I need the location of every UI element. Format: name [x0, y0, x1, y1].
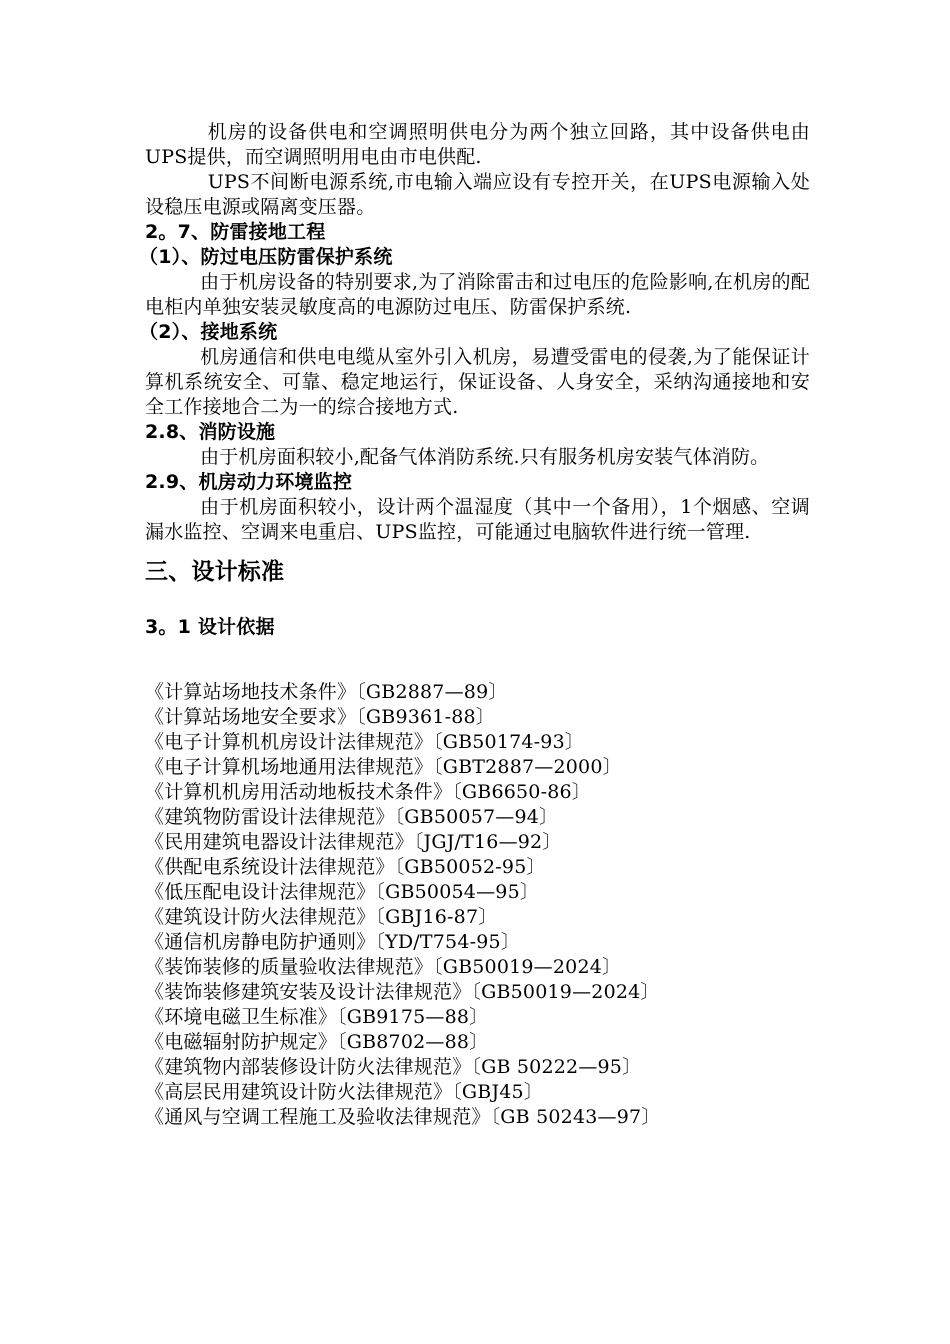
subsection-title-3-1: 3。1 设计依据	[145, 616, 275, 638]
paragraph-surge-protection: 由于机房设备的特别要求,为了消除雷击和过电压的危险影响,在机房的配电柜内单独安装灵敏度高的电源防过电压、防雷保护系统.	[145, 271, 810, 318]
list-item: 《通风与空调工程施工及验收法律规范》〔GB 50243—97〕	[145, 1106, 661, 1128]
list-item: 《电磁辐射防护规定》〔GB8702—88〕	[145, 1031, 489, 1053]
list-item: 《供配电系统设计法律规范》〔GB50052-95〕	[145, 856, 546, 878]
list-item: 《计算站场地技术条件》〔GB2887—89〕	[145, 681, 508, 703]
standards-list	[145, 680, 810, 1130]
list-item: 《计算站场地安全要求》〔GB9361-88〕	[145, 706, 495, 728]
list-item: 《低压配电设计法律规范》〔GB50054—95〕	[145, 881, 540, 903]
list-item: 《电子计算机场地通用法律规范》〔GBT2887—2000〕	[145, 756, 622, 778]
paragraph-fire-protection: 由于机房面积较小,配备气体消防系统.只有服务机房安装气体消防。	[200, 446, 770, 468]
heading-2-7-1: （1）、防过电压防雷保护系统	[139, 246, 393, 268]
section-title-3: 三、设计标准	[145, 559, 285, 585]
list-item: 《电子计算机机房设计法律规范》〔GB50174-93〕	[145, 731, 585, 753]
document-page	[139, 120, 810, 1130]
heading-2-7: 2。7、防雷接地工程	[145, 221, 326, 243]
list-item: 《民用建筑电器设计法律规范》〔JGJ/T16—92〕	[145, 831, 562, 853]
list-item: 《建筑物内部装修设计防火法律规范》〔GB 50222—95〕	[145, 1056, 642, 1078]
list-item: 《建筑设计防火法律规范》〔GBJ16-87〕	[145, 906, 498, 928]
heading-2-9: 2.9、机房动力环境监控	[145, 471, 353, 493]
list-item: 《计算机机房用活动地板技术条件》〔GB6650-86〕	[145, 781, 591, 803]
paragraph-environment-monitoring: 由于机房面积较小，设计两个温湿度（其中一个备用），1个烟感、空调漏水监控、空调来电重启、UPS监控，可能通过电脑软件进行统一管理.	[145, 496, 810, 543]
list-item: 《装饰装修的质量验收法律规范》〔GB50019—2024〕	[145, 956, 622, 978]
heading-2-8: 2.8、消防设施	[145, 421, 276, 443]
list-item: 《高层民用建筑设计防火法律规范》〔GBJ45〕	[145, 1081, 544, 1103]
list-item: 《环境电磁卫生标准》〔GB9175—88〕	[145, 1006, 489, 1028]
paragraph-grounding: 机房通信和供电电缆从室外引入机房，易遭受雷电的侵袭,为了能保证计算机系统安全、可靠、稳定地运行，保证设备、人身安全，采纳沟通接地和安全工作接地合二为一的综合接地方式.	[145, 346, 810, 418]
heading-2-7-2: （2）、接地系统	[139, 321, 278, 343]
list-item: 《通信机房静电防护通则》〔YD/T754-95〕	[145, 931, 521, 953]
paragraph-power-supply: 机房的设备供电和空调照明供电分为两个独立回路，其中设备供电由UPS提供，而空调照明用电由市电供配.	[145, 121, 810, 168]
paragraph-ups: UPS不间断电源系统,市电输入端应设有专控开关，在UPS电源输入处设稳压电源或隔离变压器。	[145, 171, 810, 218]
list-item: 《装饰装修建筑安装及设计法律规范》〔GB50019—2024〕	[145, 981, 660, 1003]
list-item: 《建筑物防雷设计法律规范》〔GB50057—94〕	[145, 806, 559, 828]
